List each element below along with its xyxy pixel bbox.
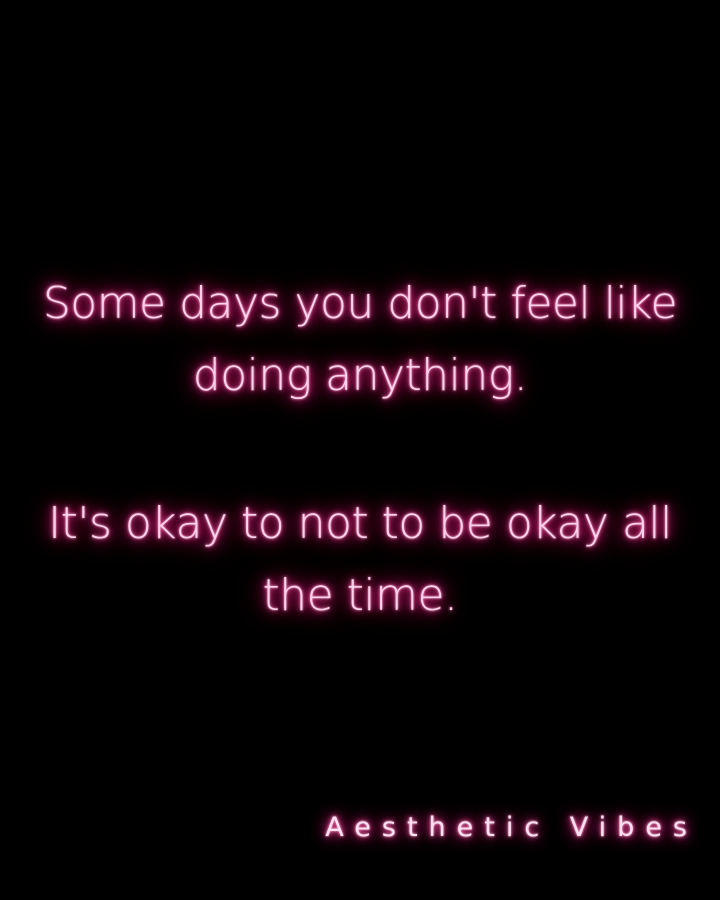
quote-line-1: Some days you don't feel like bbox=[42, 278, 678, 329]
quote-paragraph-2 bbox=[0, 488, 720, 632]
quote-line-2: doing anything. bbox=[192, 350, 528, 401]
quote-line-4: the time. bbox=[262, 570, 458, 621]
quote-line-3: It's okay to not to be okay all bbox=[48, 498, 672, 549]
quote-paragraph-1 bbox=[0, 268, 720, 412]
brand-signature: Aesthetic Vibes bbox=[325, 812, 698, 843]
